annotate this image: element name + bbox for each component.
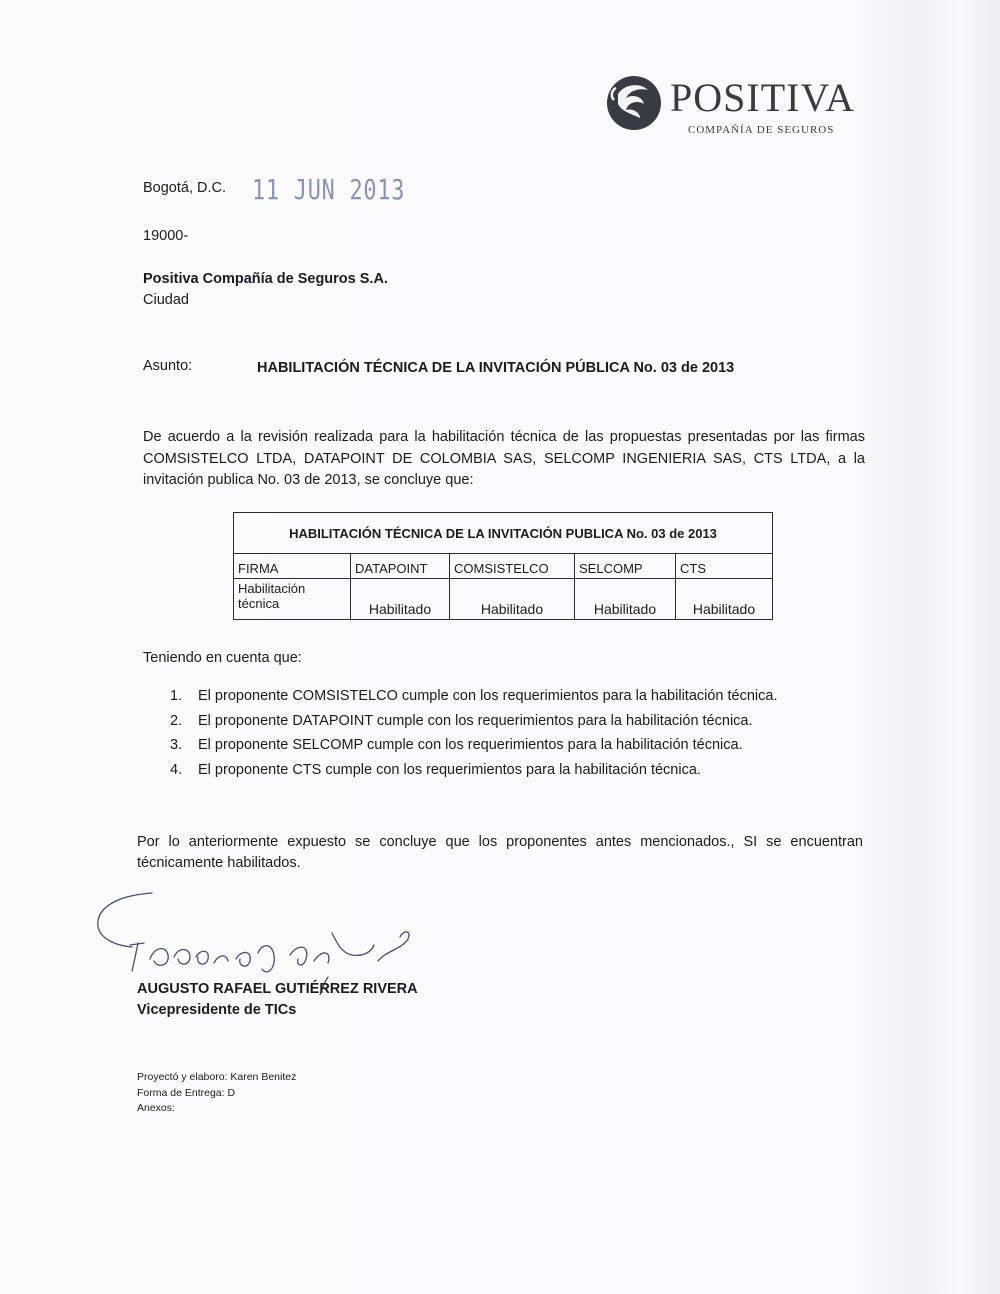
table-title: HABILITACIÓN TÉCNICA DE LA INVITACIÓN PUBLICA No. 03 de 2013 bbox=[234, 513, 773, 554]
list-item-number: 3. bbox=[170, 737, 183, 753]
header-cell-cts: CTS bbox=[676, 554, 773, 579]
positiva-emblem-icon bbox=[604, 72, 670, 134]
list-item bbox=[170, 688, 777, 713]
footer-prepared-by: Proyectó y elaboro: Karen Benitez bbox=[137, 1071, 297, 1083]
list-item bbox=[170, 713, 777, 738]
list-item-number: 1. bbox=[170, 688, 183, 704]
header-cell-comsistelco: COMSISTELCO bbox=[450, 554, 575, 579]
conclusion-paragraph: Por lo anteriormente expuesto se concluye que los proponentes antes mencionados., SI se encuentran técnicamente habilitados. bbox=[137, 834, 863, 871]
table-header-row bbox=[234, 554, 773, 579]
date-stamp: 11 JUN 2013 bbox=[252, 173, 406, 206]
value-cell-datapoint: Habilitado bbox=[351, 579, 450, 620]
reference-number: 19000- bbox=[143, 228, 189, 244]
row-label-habilitacion: Habilitación técnica bbox=[234, 579, 351, 620]
list-item-text: El proponente DATAPOINT cumple con los requerimientos para la habilitación técnica. bbox=[198, 712, 753, 729]
logo-brand: POSITIVA bbox=[670, 75, 856, 120]
table-row bbox=[234, 579, 773, 620]
list-item bbox=[170, 762, 777, 787]
subject-text: HABILITACIÓN TÉCNICA DE LA INVITACIÓN PÚBLICA No. 03 de 2013 bbox=[257, 360, 735, 376]
footer-attachments: Anexos: bbox=[137, 1102, 175, 1114]
signatory-title: Vicepresidente de TICs bbox=[137, 1002, 297, 1018]
header-cell-datapoint: DATAPOINT bbox=[351, 554, 450, 579]
city-line: Bogotá, D.C. bbox=[143, 180, 227, 196]
footer-notes bbox=[137, 1070, 296, 1117]
recipient-name: Positiva Compañía de Seguros S.A. bbox=[143, 271, 388, 287]
logo-tagline: COMPAÑÍA DE SEGUROS bbox=[688, 124, 835, 136]
habilitation-table bbox=[233, 512, 773, 620]
considering-label: Teniendo en cuenta que: bbox=[143, 650, 302, 666]
intro-paragraph: De acuerdo a la revisión realizada para la habilitación técnica de las propuestas presentadas por las firmas COMSISTELCO LTDA, DATAPOINT DE COLOMBIA SAS, SELCOMP INGENIERIA SAS, CTS LTDA, a la invitación publica No. 03 de 2013, se concluye que: bbox=[143, 429, 865, 488]
recipient-city: Ciudad bbox=[143, 292, 189, 308]
requirements-list bbox=[170, 688, 777, 786]
list-item-text: El proponente CTS cumple con los requerimientos para la habilitación técnica. bbox=[198, 761, 701, 778]
subject-label: Asunto: bbox=[143, 358, 193, 374]
signatory-name: AUGUSTO RAFAEL GUTIÉRREZ RIVERA bbox=[137, 981, 418, 997]
list-item-text: El proponente COMSISTELCO cumple con los requerimientos para la habilitación técnica. bbox=[198, 688, 778, 704]
handwritten-signature bbox=[92, 885, 432, 995]
list-item-number: 2. bbox=[170, 712, 183, 729]
header-cell-selcomp: SELCOMP bbox=[575, 554, 676, 579]
value-cell-selcomp: Habilitado bbox=[575, 579, 676, 620]
list-item-text: El proponente SELCOMP cumple con los requerimientos para la habilitación técnica. bbox=[198, 737, 743, 753]
header-cell-firma: FIRMA bbox=[234, 554, 351, 579]
list-item-number: 4. bbox=[170, 761, 183, 778]
value-cell-cts: Habilitado bbox=[676, 579, 773, 620]
positiva-logo bbox=[604, 72, 864, 142]
list-item bbox=[170, 737, 777, 762]
footer-delivery: Forma de Entrega: D bbox=[137, 1086, 236, 1099]
value-cell-comsistelco: Habilitado bbox=[450, 579, 575, 620]
